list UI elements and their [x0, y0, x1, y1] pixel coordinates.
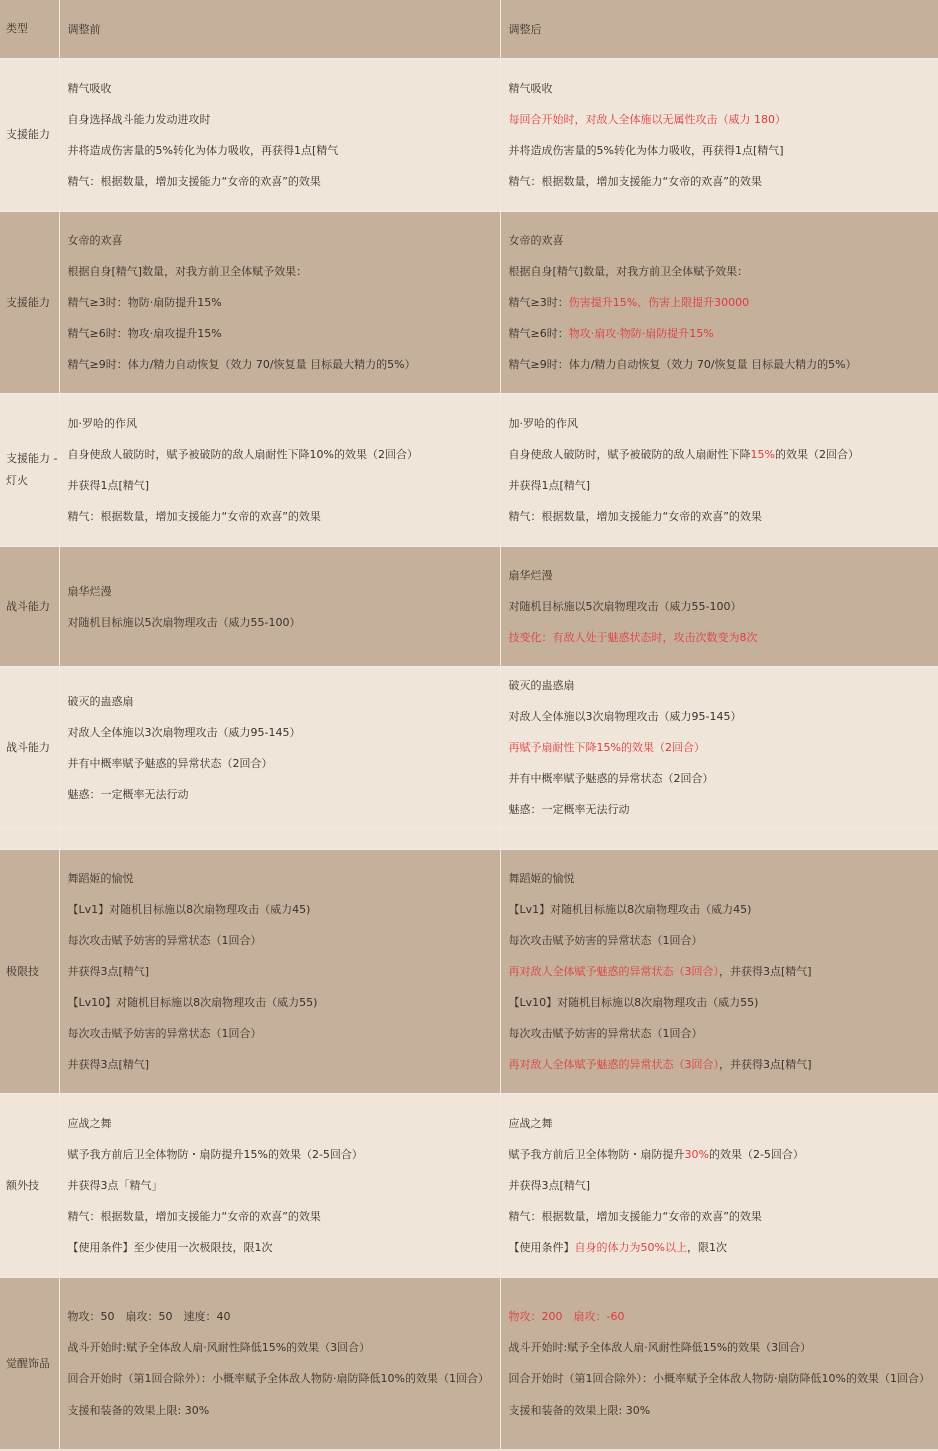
table-row: [0, 59, 938, 212]
text-segment: 应战之舞: [67, 1117, 112, 1130]
text-line: [509, 794, 930, 825]
text-segment: 对随机目标施以5次扇物理攻击（威力55-100）: [508, 600, 742, 613]
text-line: [509, 670, 930, 701]
text-segment: 对敌人全体施以3次扇物理攻击（威力95-145）: [508, 710, 742, 723]
text-segment: 精气≥3时：: [508, 296, 569, 309]
text-segment: 并将造成伤害量的5%转化为体力吸收，再获得1点[精气: [67, 144, 339, 157]
type-cell: 觉醒饰品: [0, 1278, 59, 1450]
text-line: [68, 956, 492, 987]
text-line: [509, 701, 930, 732]
text-line: [509, 1332, 930, 1363]
text-line: [509, 501, 930, 532]
text-line: [68, 576, 492, 607]
text-line: [509, 1232, 930, 1263]
text-line: [68, 318, 492, 349]
text-segment: 精气：根据数量，增加支援能力“女帝的欢喜”的效果: [508, 510, 762, 523]
text-segment: 自身使敌人破防时，赋予被破防的敌人扇耐性下降10%的效果（2回合）: [67, 448, 418, 461]
text-segment: 支援和装备的效果上限: 30%: [67, 1404, 210, 1417]
text-segment: 【Lv1】对随机目标施以8次扇物理攻击（威力45): [508, 903, 752, 916]
text-line: [509, 408, 930, 439]
text-segment: 物攻：50 扇攻：50 速度：40: [67, 1310, 231, 1323]
text-segment: 的效果（2回合）: [774, 448, 859, 461]
after-cell: [500, 1094, 938, 1278]
text-segment: 精气≥3时：物防·扇防提升15%: [67, 296, 222, 309]
text-line: [509, 135, 930, 166]
type-cell: 极限技: [0, 850, 59, 1094]
text-segment: ，并获得3点[精气]: [719, 1058, 812, 1071]
text-segment: 每次攻击赋予妨害的异常状态（1回合）: [508, 934, 703, 947]
text-segment: 回合开始时（第1回合除外）：小概率赋予全体敌人物防·扇防降低10%的效果（1回合）: [508, 1372, 930, 1385]
text-segment: 应战之舞: [508, 1117, 553, 1130]
header-type: 类型: [0, 0, 59, 59]
header-after: 调整后: [500, 0, 938, 59]
text-line: [509, 1170, 930, 1201]
text-line: [68, 439, 492, 470]
text-line: [68, 1301, 492, 1332]
text-segment: 精气≥9时：体力/精力自动恢复（效力 70/恢复量 目标最大精力的5%）: [508, 358, 857, 371]
text-segment: 并获得3点[精气]: [508, 1179, 591, 1192]
text-line: [509, 225, 930, 256]
text-segment: 战斗开始时:赋予全体敌人扇·风耐性降低15%的效果（3回合）: [508, 1341, 812, 1354]
type-cell: 支援能力 -灯火: [0, 394, 59, 547]
after-cell: [500, 667, 938, 829]
table-row: [0, 212, 938, 394]
text-line: [68, 1363, 492, 1395]
after-cell: [500, 547, 938, 667]
table-row: [0, 1278, 938, 1450]
text-line: [68, 987, 492, 1018]
text-line: [68, 287, 492, 318]
text-line: [509, 104, 930, 135]
after-cell: [500, 212, 938, 394]
text-segment: 魅惑：一定概率无法行动: [67, 787, 189, 801]
text-segment: 精气吸收: [67, 82, 112, 95]
text-line: [68, 748, 492, 779]
text-line: [509, 560, 930, 591]
table-row: [0, 547, 938, 667]
text-line: [509, 318, 930, 349]
text-line: [509, 1108, 930, 1139]
changed-text: 30%: [684, 1148, 709, 1161]
after-cell: [500, 59, 938, 212]
before-cell: [59, 394, 500, 547]
text-line: [509, 1395, 930, 1426]
after-cell: [500, 1278, 938, 1450]
after-cell: [500, 394, 938, 547]
text-segment: 赋予我方前后卫全体物防・扇防提升15%的效果（2-5回合）: [67, 1148, 363, 1161]
changed-text: 技变化：有敌人处于魅惑状态时，攻击次数变为8次: [508, 631, 758, 644]
changed-text: 每回合开始时，对敌人全体施以无属性攻击（威力 180）: [508, 113, 786, 126]
type-cell: 战斗能力: [0, 547, 59, 667]
text-segment: 战斗开始时:赋予全体敌人扇·风耐性降低15%的效果（3回合）: [67, 1341, 371, 1354]
changed-text: 伤害提升15%、伤害上限提升30000: [568, 296, 750, 309]
text-segment: 【使用条件】: [508, 1241, 575, 1254]
header-row: [0, 0, 938, 59]
spacer-cell: [0, 829, 59, 850]
text-segment: 精气：根据数量，增加支援能力“女帝的欢喜”的效果: [67, 1210, 321, 1223]
text-segment: 回合开始时（第1回合除外）：小概率赋予全体敌人物防·扇防降低10%的效果（1回合）: [67, 1372, 489, 1385]
text-segment: 并获得3点[精气]: [67, 965, 150, 978]
spacer-cell: [500, 829, 938, 850]
text-segment: 的效果（2-5回合）: [708, 1148, 804, 1161]
text-line: [509, 287, 930, 318]
text-segment: 加·罗哈的作风: [67, 417, 137, 430]
text-segment: 赋予我方前后卫全体物防・扇防提升: [508, 1148, 685, 1161]
spacer-cell: [59, 829, 500, 850]
text-segment: 破灭的蛊惑扇: [67, 694, 134, 708]
text-line: [68, 135, 492, 166]
text-segment: 魅惑：一定概率无法行动: [508, 803, 630, 816]
text-segment: 自身使敌人破防时，赋予被破防的敌人扇耐性下降: [508, 448, 751, 461]
text-segment: 并有中概率赋予魅惑的异常状态（2回合）: [67, 756, 273, 770]
changed-text: 15%: [750, 448, 775, 461]
text-line: [509, 439, 930, 470]
changed-text: 物攻·扇攻·物防·扇防提升15%: [568, 327, 714, 340]
text-segment: 根据自身[精气]数量，对我方前卫全体赋予效果：: [67, 265, 308, 278]
text-line: [509, 1301, 930, 1332]
text-line: [68, 894, 492, 925]
text-line: [68, 408, 492, 439]
text-line: [509, 166, 930, 197]
text-line: [509, 987, 930, 1018]
text-line: [509, 956, 930, 987]
text-segment: ，并获得3点[精气]: [719, 965, 812, 978]
text-line: [68, 256, 492, 287]
text-segment: 每次攻击赋予妨害的异常状态（1回合）: [67, 1027, 262, 1040]
text-line: [68, 1232, 492, 1263]
text-segment: 舞蹈姬的愉悦: [508, 872, 575, 885]
text-line: [68, 717, 492, 748]
text-segment: 精气≥6时：: [508, 327, 569, 340]
text-segment: 并有中概率赋予魅惑的异常状态（2回合）: [508, 772, 714, 785]
text-line: [509, 591, 930, 622]
text-segment: 并获得1点[精气]: [67, 479, 150, 492]
text-line: [509, 763, 930, 794]
before-cell: [59, 1094, 500, 1278]
text-line: [68, 501, 492, 532]
text-segment: 精气≥6时：物攻·扇攻提升15%: [67, 327, 222, 340]
text-line: [68, 1170, 492, 1201]
text-segment: 并获得3点[精气]: [67, 1058, 150, 1071]
text-line: [68, 166, 492, 197]
text-segment: 精气≥9时：体力/精力自动恢复（效力 70/恢复量 目标最大精力的5%）: [67, 358, 416, 371]
table-row: [0, 1094, 938, 1278]
text-line: [68, 470, 492, 501]
text-line: [509, 732, 930, 763]
type-cell: 额外技: [0, 1094, 59, 1278]
text-line: [68, 225, 492, 256]
text-segment: 破灭的蛊惑扇: [508, 679, 575, 692]
text-segment: 女帝的欢喜: [508, 234, 564, 247]
text-segment: 扇华烂漫: [67, 584, 112, 598]
changed-text: 再对敌人全体赋予魅惑的异常状态（3回合）: [508, 965, 719, 978]
after-cell: [500, 850, 938, 1094]
text-segment: 【使用条件】至少使用一次极限技，限1次: [67, 1241, 273, 1254]
text-segment: 【Lv10】对随机目标施以8次扇物理攻击（威力55): [508, 996, 759, 1009]
text-line: [68, 1139, 492, 1170]
changed-text: 自身的体力为50%以上: [574, 1241, 687, 1254]
text-line: [68, 73, 492, 104]
text-line: [68, 104, 492, 135]
before-cell: [59, 212, 500, 394]
text-line: [68, 1395, 492, 1426]
before-cell: [59, 59, 500, 212]
type-cell: 支援能力: [0, 212, 59, 394]
table-row: [0, 394, 938, 547]
text-line: [509, 470, 930, 501]
text-line: [509, 256, 930, 287]
text-segment: 每次攻击赋予妨害的异常状态（1回合）: [508, 1027, 703, 1040]
spacer-row: [0, 829, 938, 850]
text-line: [509, 1139, 930, 1170]
changed-text: 再对敌人全体赋予魅惑的异常状态（3回合）: [508, 1058, 719, 1071]
text-segment: 【Lv10】对随机目标施以8次扇物理攻击（威力55): [67, 996, 318, 1009]
type-cell: 支援能力: [0, 59, 59, 212]
text-line: [509, 863, 930, 894]
text-segment: 并获得3点「精气」: [67, 1179, 163, 1192]
header-before: 调整前: [59, 0, 500, 59]
text-segment: ，限1次: [686, 1241, 727, 1254]
text-line: [509, 349, 930, 380]
text-segment: 精气：根据数量，增加支援能力“女帝的欢喜”的效果: [67, 510, 321, 523]
text-segment: 支援和装备的效果上限: 30%: [508, 1404, 651, 1417]
text-line: [68, 686, 492, 717]
text-line: [509, 1201, 930, 1232]
text-line: [68, 1108, 492, 1139]
table-row: [0, 667, 938, 829]
text-segment: 舞蹈姬的愉悦: [67, 872, 134, 885]
before-cell: [59, 850, 500, 1094]
text-line: [68, 1018, 492, 1049]
text-line: [509, 925, 930, 956]
text-segment: 并将造成伤害量的5%转化为体力吸收，再获得1点[精气]: [508, 144, 784, 157]
text-segment: 精气：根据数量，增加支援能力“女帝的欢喜”的效果: [508, 1210, 762, 1223]
text-line: [68, 349, 492, 380]
table-row: [0, 850, 938, 1094]
text-line: [509, 73, 930, 104]
text-segment: 对敌人全体施以3次扇物理攻击（威力95-145）: [67, 725, 301, 739]
changed-text: 物攻：200 扇攻：-60: [508, 1310, 625, 1323]
type-cell: 战斗能力: [0, 667, 59, 829]
text-line: [509, 622, 930, 653]
text-segment: 加·罗哈的作风: [508, 417, 578, 430]
text-line: [68, 1049, 492, 1080]
before-cell: [59, 547, 500, 667]
changed-text: 再赋予扇耐性下降15%的效果（2回合）: [508, 741, 705, 754]
text-segment: 根据自身[精气]数量，对我方前卫全体赋予效果：: [508, 265, 749, 278]
text-line: [68, 779, 492, 810]
text-segment: 自身选择战斗能力发动进攻时: [67, 113, 211, 126]
text-segment: 女帝的欢喜: [67, 234, 123, 247]
text-segment: 精气：根据数量，增加支援能力“女帝的欢喜”的效果: [67, 175, 321, 188]
text-line: [509, 1018, 930, 1049]
text-line: [68, 1201, 492, 1232]
text-segment: 精气吸收: [508, 82, 553, 95]
text-segment: 每次攻击赋予妨害的异常状态（1回合）: [67, 934, 262, 947]
text-line: [509, 1049, 930, 1080]
text-line: [68, 607, 492, 638]
text-line: [509, 894, 930, 925]
text-segment: 精气：根据数量，增加支援能力“女帝的欢喜”的效果: [508, 175, 762, 188]
before-cell: [59, 1278, 500, 1450]
text-line: [68, 1332, 492, 1363]
text-segment: 扇华烂漫: [508, 569, 553, 582]
text-segment: 并获得1点[精气]: [508, 479, 591, 492]
text-segment: 对随机目标施以5次扇物理攻击（威力55-100）: [67, 615, 301, 629]
text-line: [68, 863, 492, 894]
text-line: [509, 1363, 930, 1395]
text-segment: 【Lv1】对随机目标施以8次扇物理攻击（威力45): [67, 903, 311, 916]
text-line: [68, 925, 492, 956]
before-cell: [59, 667, 500, 829]
